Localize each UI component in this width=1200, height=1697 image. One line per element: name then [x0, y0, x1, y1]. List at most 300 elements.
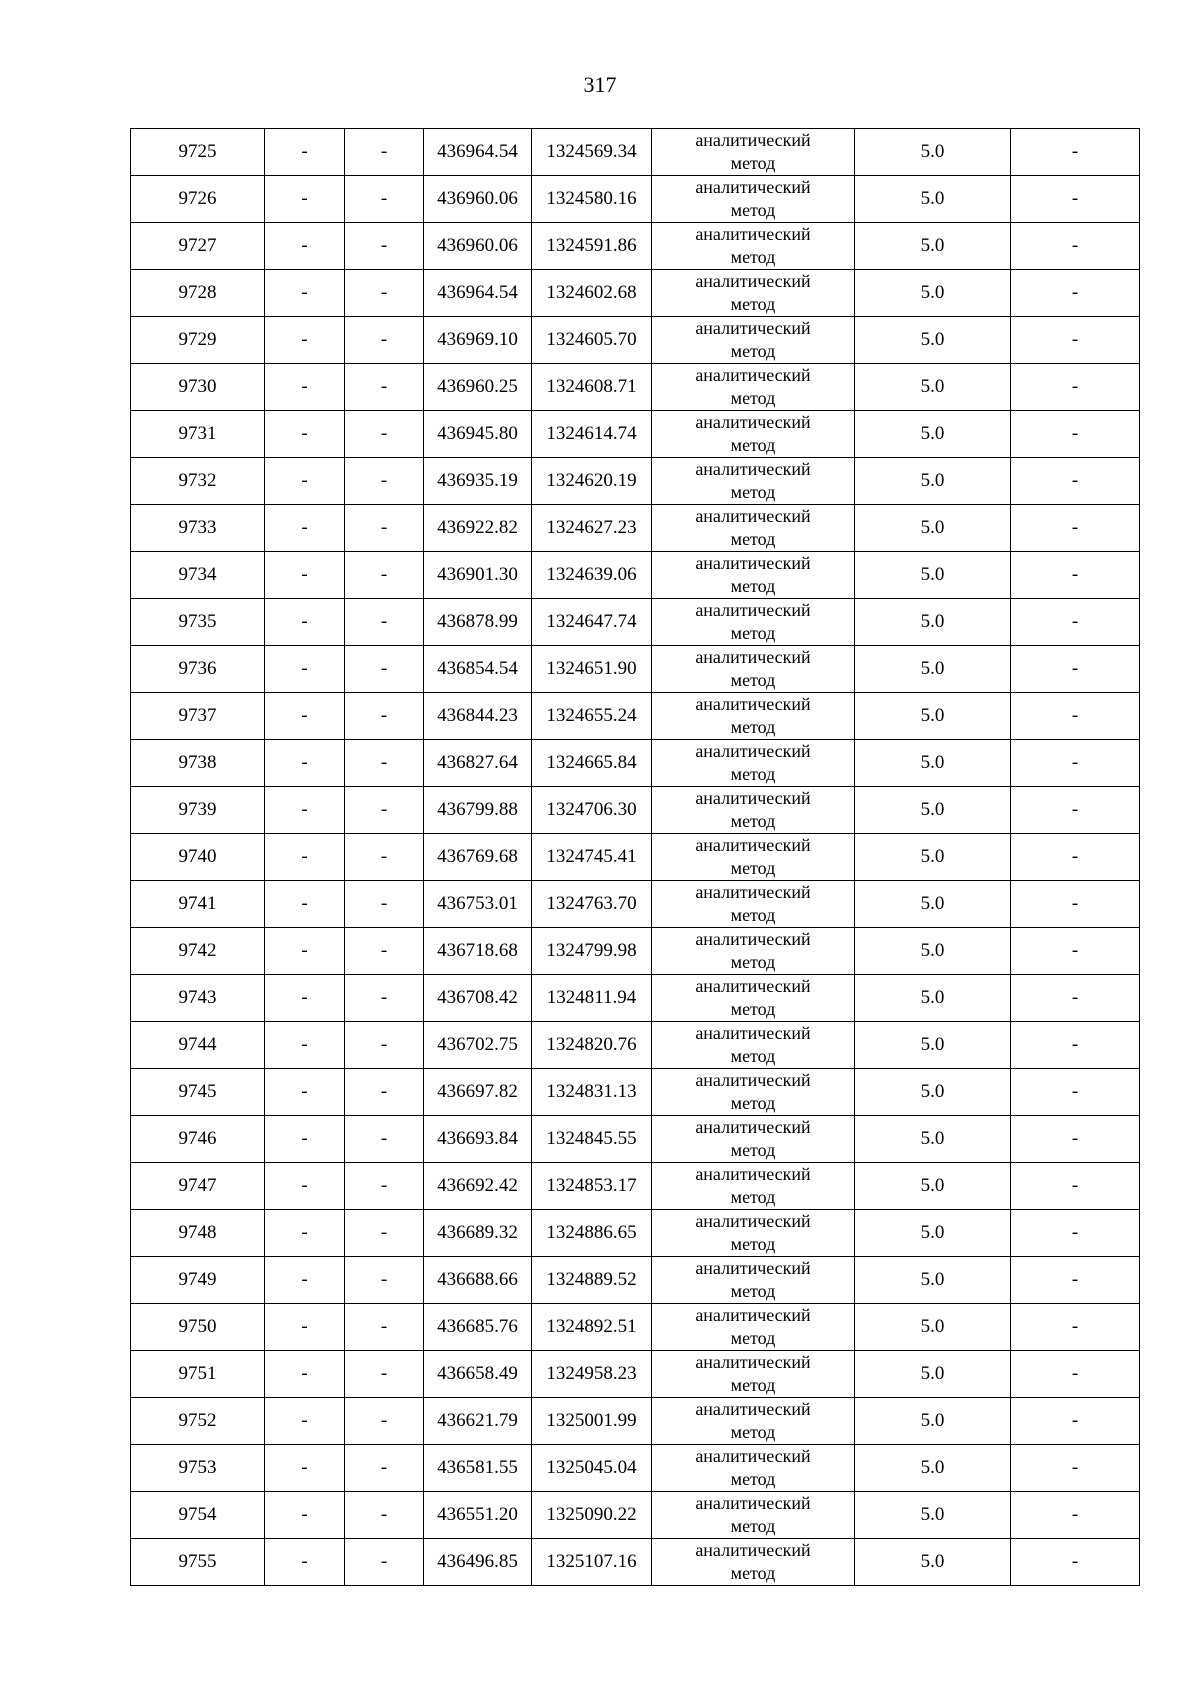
method-cell — [652, 1116, 855, 1163]
accuracy-cell: 5.0 — [855, 505, 1011, 552]
x-coordinate-cell: 436878.99 — [424, 599, 532, 646]
method-cell — [652, 552, 855, 599]
dash-cell: - — [345, 270, 424, 317]
dash-cell: - — [265, 223, 345, 270]
point-number-cell: 9737 — [131, 693, 265, 740]
accuracy-cell: 5.0 — [855, 1398, 1011, 1445]
y-coordinate-cell: 1324845.55 — [532, 1116, 652, 1163]
dash-cell: - — [345, 881, 424, 928]
dash-cell: - — [1011, 458, 1140, 505]
method-line-2: метод — [730, 905, 776, 925]
table-row — [131, 1116, 1140, 1163]
dash-cell: - — [1011, 1210, 1140, 1257]
y-coordinate-cell: 1324745.41 — [532, 834, 652, 881]
accuracy-cell: 5.0 — [855, 411, 1011, 458]
dash-cell: - — [345, 552, 424, 599]
accuracy-cell: 5.0 — [855, 364, 1011, 411]
dash-cell: - — [265, 881, 345, 928]
method-line-1: аналитический — [695, 1258, 811, 1278]
table-row — [131, 693, 1140, 740]
method-cell — [652, 1069, 855, 1116]
method-cell — [652, 411, 855, 458]
accuracy-cell: 5.0 — [855, 129, 1011, 176]
dash-cell: - — [345, 1116, 424, 1163]
x-coordinate-cell: 436496.85 — [424, 1539, 532, 1586]
x-coordinate-cell: 436658.49 — [424, 1351, 532, 1398]
dash-cell: - — [345, 834, 424, 881]
point-number-cell: 9748 — [131, 1210, 265, 1257]
table-row — [131, 505, 1140, 552]
method-line-1: аналитический — [695, 365, 811, 385]
x-coordinate-cell: 436964.54 — [424, 129, 532, 176]
point-number-cell: 9752 — [131, 1398, 265, 1445]
method-cell — [652, 1304, 855, 1351]
dash-cell: - — [1011, 1163, 1140, 1210]
method-cell — [652, 928, 855, 975]
dash-cell: - — [345, 364, 424, 411]
method-line-1: аналитический — [695, 224, 811, 244]
accuracy-cell: 5.0 — [855, 1351, 1011, 1398]
point-number-cell: 9729 — [131, 317, 265, 364]
dash-cell: - — [1011, 1539, 1140, 1586]
method-line-2: метод — [730, 153, 776, 173]
y-coordinate-cell: 1325045.04 — [532, 1445, 652, 1492]
dash-cell: - — [345, 129, 424, 176]
x-coordinate-cell: 436960.06 — [424, 176, 532, 223]
dash-cell: - — [1011, 928, 1140, 975]
method-line-2: метод — [730, 670, 776, 690]
y-coordinate-cell: 1324831.13 — [532, 1069, 652, 1116]
accuracy-cell: 5.0 — [855, 176, 1011, 223]
method-cell — [652, 458, 855, 505]
y-coordinate-cell: 1325090.22 — [532, 1492, 652, 1539]
method-line-1: аналитический — [695, 412, 811, 432]
x-coordinate-cell: 436621.79 — [424, 1398, 532, 1445]
table-row — [131, 176, 1140, 223]
y-coordinate-cell: 1324889.52 — [532, 1257, 652, 1304]
method-cell — [652, 505, 855, 552]
x-coordinate-cell: 436799.88 — [424, 787, 532, 834]
method-line-1: аналитический — [695, 882, 811, 902]
dash-cell: - — [345, 1210, 424, 1257]
method-cell — [652, 646, 855, 693]
x-coordinate-cell: 436935.19 — [424, 458, 532, 505]
dash-cell: - — [265, 411, 345, 458]
dash-cell: - — [1011, 1398, 1140, 1445]
dash-cell: - — [1011, 834, 1140, 881]
y-coordinate-cell: 1325107.16 — [532, 1539, 652, 1586]
method-line-1: аналитический — [695, 741, 811, 761]
method-cell — [652, 599, 855, 646]
accuracy-cell: 5.0 — [855, 1022, 1011, 1069]
accuracy-cell: 5.0 — [855, 458, 1011, 505]
method-line-2: метод — [730, 482, 776, 502]
x-coordinate-cell: 436844.23 — [424, 693, 532, 740]
method-line-2: метод — [730, 858, 776, 878]
dash-cell: - — [265, 1210, 345, 1257]
table-row — [131, 458, 1140, 505]
dash-cell: - — [265, 317, 345, 364]
accuracy-cell: 5.0 — [855, 928, 1011, 975]
x-coordinate-cell: 436708.42 — [424, 975, 532, 1022]
point-number-cell: 9728 — [131, 270, 265, 317]
accuracy-cell: 5.0 — [855, 881, 1011, 928]
table-row — [131, 129, 1140, 176]
method-line-1: аналитический — [695, 788, 811, 808]
dash-cell: - — [345, 1492, 424, 1539]
dash-cell: - — [1011, 176, 1140, 223]
table-row — [131, 552, 1140, 599]
dash-cell: - — [345, 1398, 424, 1445]
dash-cell: - — [1011, 129, 1140, 176]
table-row — [131, 364, 1140, 411]
accuracy-cell: 5.0 — [855, 975, 1011, 1022]
dash-cell: - — [1011, 1022, 1140, 1069]
dash-cell: - — [1011, 1116, 1140, 1163]
method-line-1: аналитический — [695, 1399, 811, 1419]
method-line-2: метод — [730, 1375, 776, 1395]
accuracy-cell: 5.0 — [855, 787, 1011, 834]
dash-cell: - — [265, 1539, 345, 1586]
accuracy-cell: 5.0 — [855, 223, 1011, 270]
x-coordinate-cell: 436581.55 — [424, 1445, 532, 1492]
dash-cell: - — [265, 1351, 345, 1398]
x-coordinate-cell: 436960.06 — [424, 223, 532, 270]
method-line-1: аналитический — [695, 929, 811, 949]
dash-cell: - — [1011, 599, 1140, 646]
method-line-2: метод — [730, 435, 776, 455]
table-row — [131, 1304, 1140, 1351]
table-row — [131, 1069, 1140, 1116]
dash-cell: - — [1011, 1304, 1140, 1351]
method-line-2: метод — [730, 341, 776, 361]
y-coordinate-cell: 1324647.74 — [532, 599, 652, 646]
y-coordinate-cell: 1324602.68 — [532, 270, 652, 317]
point-number-cell: 9740 — [131, 834, 265, 881]
dash-cell: - — [345, 646, 424, 693]
method-line-1: аналитический — [695, 506, 811, 526]
point-number-cell: 9735 — [131, 599, 265, 646]
dash-cell: - — [1011, 1445, 1140, 1492]
y-coordinate-cell: 1324892.51 — [532, 1304, 652, 1351]
method-cell — [652, 270, 855, 317]
table-row — [131, 1163, 1140, 1210]
accuracy-cell: 5.0 — [855, 1304, 1011, 1351]
method-line-2: метод — [730, 764, 776, 784]
accuracy-cell: 5.0 — [855, 1116, 1011, 1163]
method-line-1: аналитический — [695, 1023, 811, 1043]
point-number-cell: 9736 — [131, 646, 265, 693]
dash-cell: - — [1011, 317, 1140, 364]
dash-cell: - — [265, 458, 345, 505]
page-number: 317 — [583, 72, 617, 97]
method-line-1: аналитический — [695, 1305, 811, 1325]
dash-cell: - — [1011, 787, 1140, 834]
point-number-cell: 9739 — [131, 787, 265, 834]
dash-cell: - — [265, 1445, 345, 1492]
x-coordinate-cell: 436689.32 — [424, 1210, 532, 1257]
accuracy-cell: 5.0 — [855, 1539, 1011, 1586]
point-number-cell: 9751 — [131, 1351, 265, 1398]
method-cell — [652, 129, 855, 176]
y-coordinate-cell: 1324651.90 — [532, 646, 652, 693]
method-line-1: аналитический — [695, 553, 811, 573]
dash-cell: - — [345, 1351, 424, 1398]
dash-cell: - — [345, 975, 424, 1022]
x-coordinate-cell: 436685.76 — [424, 1304, 532, 1351]
y-coordinate-cell: 1324799.98 — [532, 928, 652, 975]
method-line-1: аналитический — [695, 647, 811, 667]
dash-cell: - — [265, 693, 345, 740]
point-number-cell: 9727 — [131, 223, 265, 270]
method-line-1: аналитический — [695, 1070, 811, 1090]
table-row — [131, 1539, 1140, 1586]
y-coordinate-cell: 1324569.34 — [532, 129, 652, 176]
dash-cell: - — [345, 317, 424, 364]
table-row — [131, 599, 1140, 646]
accuracy-cell: 5.0 — [855, 270, 1011, 317]
method-line-2: метод — [730, 200, 776, 220]
method-line-1: аналитический — [695, 318, 811, 338]
dash-cell: - — [1011, 740, 1140, 787]
dash-cell: - — [265, 928, 345, 975]
dash-cell: - — [265, 1257, 345, 1304]
dash-cell: - — [1011, 364, 1140, 411]
dash-cell: - — [345, 1539, 424, 1586]
method-line-2: метод — [730, 717, 776, 737]
method-line-2: метод — [730, 1234, 776, 1254]
dash-cell: - — [345, 223, 424, 270]
y-coordinate-cell: 1324591.86 — [532, 223, 652, 270]
method-line-1: аналитический — [695, 271, 811, 291]
method-cell — [652, 223, 855, 270]
table-row — [131, 1398, 1140, 1445]
method-cell — [652, 740, 855, 787]
method-line-2: метод — [730, 529, 776, 549]
x-coordinate-cell: 436922.82 — [424, 505, 532, 552]
method-cell — [652, 176, 855, 223]
table-row — [131, 787, 1140, 834]
method-line-2: метод — [730, 1328, 776, 1348]
y-coordinate-cell: 1324853.17 — [532, 1163, 652, 1210]
x-coordinate-cell: 436692.42 — [424, 1163, 532, 1210]
table-row — [131, 1492, 1140, 1539]
method-line-1: аналитический — [695, 1352, 811, 1372]
dash-cell: - — [345, 1069, 424, 1116]
dash-cell: - — [265, 599, 345, 646]
point-number-cell: 9730 — [131, 364, 265, 411]
dash-cell: - — [345, 411, 424, 458]
table-row — [131, 1445, 1140, 1492]
dash-cell: - — [1011, 1257, 1140, 1304]
dash-cell: - — [265, 1304, 345, 1351]
method-line-2: метод — [730, 1281, 776, 1301]
point-number-cell: 9731 — [131, 411, 265, 458]
dash-cell: - — [265, 740, 345, 787]
table-row — [131, 834, 1140, 881]
method-cell — [652, 1398, 855, 1445]
x-coordinate-cell: 436945.80 — [424, 411, 532, 458]
point-number-cell: 9746 — [131, 1116, 265, 1163]
method-cell — [652, 1022, 855, 1069]
method-line-2: метод — [730, 388, 776, 408]
method-line-2: метод — [730, 1422, 776, 1442]
dash-cell: - — [345, 928, 424, 975]
x-coordinate-cell: 436718.68 — [424, 928, 532, 975]
method-line-2: метод — [730, 1563, 776, 1583]
method-line-1: аналитический — [695, 1164, 811, 1184]
accuracy-cell: 5.0 — [855, 1069, 1011, 1116]
dash-cell: - — [1011, 1069, 1140, 1116]
dash-cell: - — [1011, 646, 1140, 693]
method-line-1: аналитический — [695, 835, 811, 855]
table-body — [131, 129, 1140, 1586]
dash-cell: - — [1011, 505, 1140, 552]
method-line-1: аналитический — [695, 600, 811, 620]
accuracy-cell: 5.0 — [855, 834, 1011, 881]
point-number-cell: 9741 — [131, 881, 265, 928]
method-line-1: аналитический — [695, 177, 811, 197]
method-cell — [652, 693, 855, 740]
dash-cell: - — [265, 646, 345, 693]
table-row — [131, 881, 1140, 928]
method-line-2: метод — [730, 623, 776, 643]
point-number-cell: 9745 — [131, 1069, 265, 1116]
method-line-2: метод — [730, 1093, 776, 1113]
dash-cell: - — [345, 1257, 424, 1304]
method-line-2: метод — [730, 1516, 776, 1536]
accuracy-cell: 5.0 — [855, 646, 1011, 693]
method-line-1: аналитический — [695, 459, 811, 479]
table-row — [131, 928, 1140, 975]
dash-cell: - — [265, 552, 345, 599]
method-line-2: метод — [730, 247, 776, 267]
point-number-cell: 9725 — [131, 129, 265, 176]
dash-cell: - — [345, 176, 424, 223]
accuracy-cell: 5.0 — [855, 1210, 1011, 1257]
method-line-1: аналитический — [695, 1446, 811, 1466]
y-coordinate-cell: 1324627.23 — [532, 505, 652, 552]
dash-cell: - — [265, 364, 345, 411]
dash-cell: - — [265, 176, 345, 223]
table-row — [131, 740, 1140, 787]
accuracy-cell: 5.0 — [855, 1492, 1011, 1539]
method-cell — [652, 1210, 855, 1257]
dash-cell: - — [1011, 1492, 1140, 1539]
dash-cell: - — [345, 693, 424, 740]
method-line-2: метод — [730, 1140, 776, 1160]
dash-cell: - — [265, 1492, 345, 1539]
x-coordinate-cell: 436964.54 — [424, 270, 532, 317]
accuracy-cell: 5.0 — [855, 552, 1011, 599]
dash-cell: - — [345, 1445, 424, 1492]
x-coordinate-cell: 436697.82 — [424, 1069, 532, 1116]
y-coordinate-cell: 1324958.23 — [532, 1351, 652, 1398]
method-cell — [652, 1492, 855, 1539]
dash-cell: - — [1011, 411, 1140, 458]
dash-cell: - — [265, 1398, 345, 1445]
accuracy-cell: 5.0 — [855, 1257, 1011, 1304]
method-line-2: метод — [730, 1187, 776, 1207]
method-cell — [652, 1539, 855, 1586]
y-coordinate-cell: 1324811.94 — [532, 975, 652, 1022]
y-coordinate-cell: 1324605.70 — [532, 317, 652, 364]
table-row — [131, 223, 1140, 270]
method-cell — [652, 1257, 855, 1304]
dash-cell: - — [345, 1304, 424, 1351]
table-row — [131, 1022, 1140, 1069]
point-number-cell: 9749 — [131, 1257, 265, 1304]
point-number-cell: 9732 — [131, 458, 265, 505]
point-number-cell: 9753 — [131, 1445, 265, 1492]
dash-cell: - — [265, 834, 345, 881]
method-cell — [652, 975, 855, 1022]
method-cell — [652, 881, 855, 928]
accuracy-cell: 5.0 — [855, 740, 1011, 787]
y-coordinate-cell: 1324665.84 — [532, 740, 652, 787]
table-row — [131, 317, 1140, 364]
dash-cell: - — [1011, 693, 1140, 740]
method-line-1: аналитический — [695, 1117, 811, 1137]
point-number-cell: 9733 — [131, 505, 265, 552]
point-number-cell: 9750 — [131, 1304, 265, 1351]
method-cell — [652, 787, 855, 834]
accuracy-cell: 5.0 — [855, 1163, 1011, 1210]
dash-cell: - — [265, 1022, 345, 1069]
method-cell — [652, 364, 855, 411]
method-line-1: аналитический — [695, 1493, 811, 1513]
y-coordinate-cell: 1324886.65 — [532, 1210, 652, 1257]
dash-cell: - — [345, 1163, 424, 1210]
method-line-1: аналитический — [695, 694, 811, 714]
accuracy-cell: 5.0 — [855, 599, 1011, 646]
x-coordinate-cell: 436827.64 — [424, 740, 532, 787]
dash-cell: - — [345, 458, 424, 505]
dash-cell: - — [265, 1069, 345, 1116]
method-cell — [652, 1351, 855, 1398]
method-line-1: аналитический — [695, 130, 811, 150]
method-line-2: метод — [730, 1469, 776, 1489]
y-coordinate-cell: 1324763.70 — [532, 881, 652, 928]
x-coordinate-cell: 436901.30 — [424, 552, 532, 599]
dash-cell: - — [265, 1116, 345, 1163]
method-line-1: аналитический — [695, 976, 811, 996]
table-row — [131, 646, 1140, 693]
point-number-cell: 9747 — [131, 1163, 265, 1210]
y-coordinate-cell: 1324639.06 — [532, 552, 652, 599]
dash-cell: - — [1011, 1351, 1140, 1398]
x-coordinate-cell: 436769.68 — [424, 834, 532, 881]
accuracy-cell: 5.0 — [855, 1445, 1011, 1492]
dash-cell: - — [1011, 270, 1140, 317]
y-coordinate-cell: 1324820.76 — [532, 1022, 652, 1069]
x-coordinate-cell: 436688.66 — [424, 1257, 532, 1304]
point-number-cell: 9738 — [131, 740, 265, 787]
y-coordinate-cell: 1324655.24 — [532, 693, 652, 740]
x-coordinate-cell: 436969.10 — [424, 317, 532, 364]
point-number-cell: 9754 — [131, 1492, 265, 1539]
method-line-2: метод — [730, 952, 776, 972]
point-number-cell: 9744 — [131, 1022, 265, 1069]
dash-cell: - — [345, 740, 424, 787]
point-number-cell: 9742 — [131, 928, 265, 975]
method-line-2: метод — [730, 999, 776, 1019]
table-row — [131, 1210, 1140, 1257]
y-coordinate-cell: 1325001.99 — [532, 1398, 652, 1445]
method-cell — [652, 1163, 855, 1210]
method-cell — [652, 1445, 855, 1492]
coordinates-table — [130, 128, 1140, 1586]
